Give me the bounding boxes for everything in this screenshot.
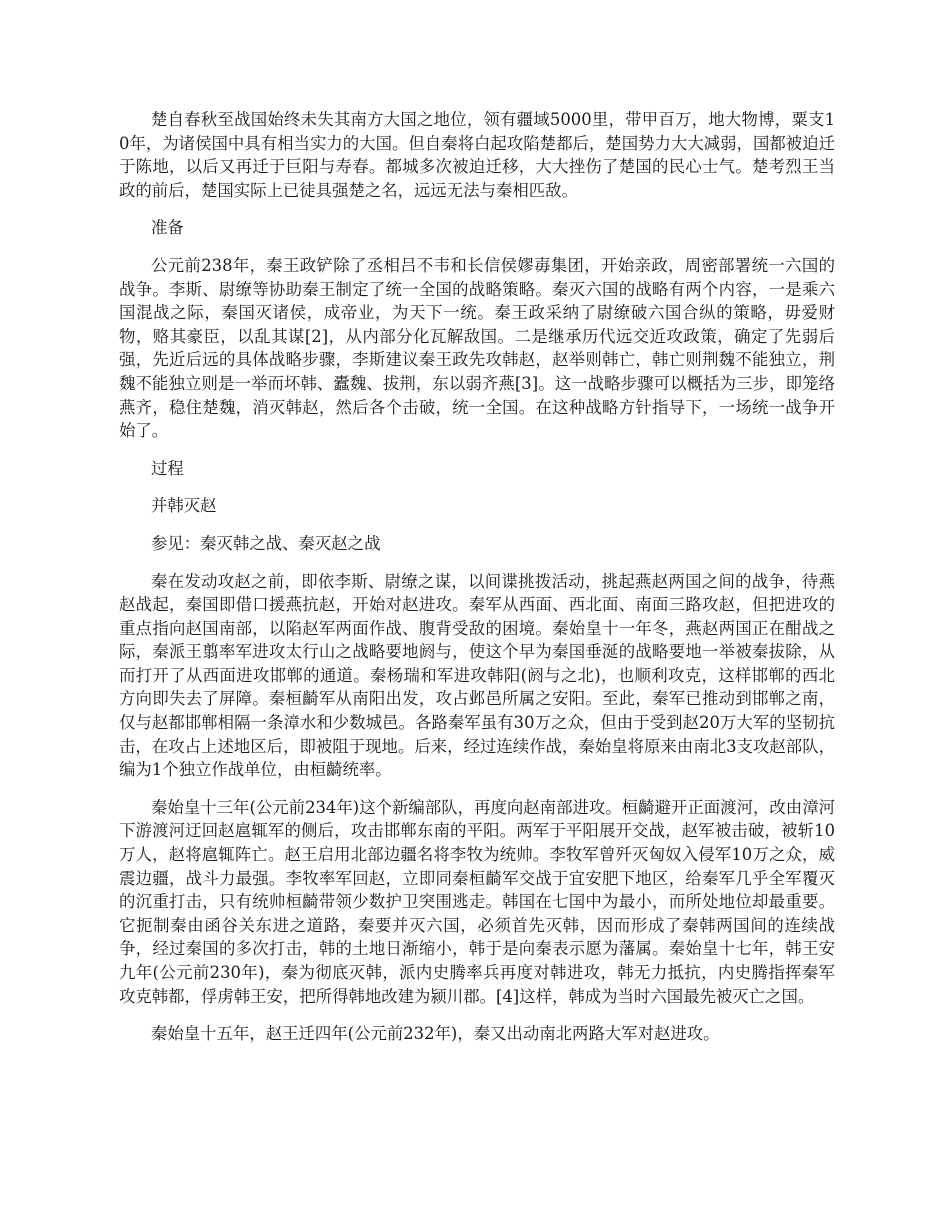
see-also-line: 参见：秦灭韩之战、秦灭赵之战 bbox=[151, 533, 381, 553]
heading-process: 过程 bbox=[151, 458, 184, 478]
paragraph-strategy: 公元前238年，秦王政铲除了丞相吕不韦和长信侯嫪毐集团，开始亲政，周密部署统一六国的战争。李斯、尉缭等协助秦王制定了统一全国的战略策略。秦灭六国的战略有两个内容，一是乘六国混战之际，秦国灭诸侯，成帝业，为天下一统。秦王政采纳了尉缭破六国合纵的策略，毋爱财物，赂其豪臣，以乱其谋[2]，从内部分化瓦解敌国。二是继承历代远交近攻政策，确定了先弱后强，先近后远的具体战略步骤，李斯建议秦王政先攻韩赵，赵举则韩亡，韩亡则荆魏不能独立，荆魏不能独立则是一举而坏韩、蠹魏、拔荆，东以弱齐燕[3]。这一战略步骤可以概括为三步，即笼络燕齐，稳住楚魏，消灭韩赵，然后各个击破，统一全国。在这种战略方针指导下，一场统一战争开始了。 bbox=[119, 255, 835, 441]
paragraph-final-campaign: 秦始皇十五年，赵王迁四年(公元前232年)，秦又出动南北两路大军对赵进攻。 bbox=[151, 1024, 720, 1044]
document-body bbox=[119, 108, 835, 1060]
paragraph-chu-intro: 楚自春秋至战国始终未失其南方大国之地位，领有疆域5000里，带甲百万，地大物博，粟支10年，为诸侯国中具有相当实力的大国。但自秦将白起攻陷楚都后，楚国势力大大减弱，国都被迫迁于陈地，以后又再迁于巨阳与寿春。都城多次被迫迁移，大大挫伤了楚国的民心士气。楚考烈王当政的前后，楚国实际上已徒具强楚之名，远远无法与秦相匹敌。 bbox=[119, 110, 835, 200]
paragraph-destroy-han: 秦始皇十三年(公元前234年)这个新编部队，再度向赵南部进攻。桓齮避开正面渡河，改由漳河下游渡河迂回赵扈辄军的侧后，攻击邯郸东南的平阳。两军于平阳展开交战，赵军被击破，被斩10万人，赵将扈辄阵亡。赵王启用北部边疆名将李牧为统帅。李牧军曾歼灭匈奴入侵军10万之众，威震边疆，战斗力最强。李牧率军回赵，立即同秦桓齮军交战于宜安肥下地区，给秦军几乎全军覆灭的沉重打击，只有统帅桓齮带领少数护卫突围逃走。韩国在七国中为最小，而所处地位却最重要。它扼制秦由函谷关东进之道路，秦要并灭六国，必须首先灭韩，因而形成了秦韩两国间的连续战争，经过秦国的多次打击，韩的土地日渐缩小，韩于是向秦表示愿为藩属。秦始皇十七年，韩王安九年(公元前230年)，秦为彻底灭韩，派内史腾率兵再度对韩进攻，韩无力抵抗，内史腾指挥秦军攻克韩都，俘虏韩王安，把所得韩地改建为颍川郡。[4]这样，韩成为当时六国最先被灭亡之国。 bbox=[119, 797, 835, 1006]
heading-preparation: 准备 bbox=[151, 218, 184, 238]
subheading-annex-han-destroy-zhao: 并韩灭赵 bbox=[151, 496, 217, 516]
paragraph-attack-zhao: 秦在发动攻赵之前，即依李斯、尉缭之谋，以间谍挑拨活动，挑起燕赵两国之间的战争，待燕赵战起，秦国即借口援燕抗赵，开始对赵进攻。秦军从西面、西北面、南面三路攻赵，但把进攻的重点指向赵国南部，以陷赵军两面作战、腹背受敌的困境。秦始皇十一年冬，燕赵两国正在酣战之际，秦派王翦率军进攻太行山之战略要地阏与，使这个早为秦国垂涎的战略要地一举被秦拔除，从而打开了从西面进攻邯郸的通道。秦杨瑞和军进攻韩阳(阏与之北)，也顺利攻克，这样邯郸的西北方向即失去了屏障。秦桓齮军从南阳出发，攻占邺邑所属之安阳。至此，秦军已推动到邯郸之南，仅与赵都邯郸相隔一条漳水和少数城邑。各路秦军虽有30万之众，但由于受到赵20万大军的坚韧抗击，在攻占上述地区后，即被阻于现地。后来，经过连续作战，秦始皇将原来由南北3支攻赵部队，编为1个独立作战单位，由桓齮统率。 bbox=[119, 571, 835, 780]
